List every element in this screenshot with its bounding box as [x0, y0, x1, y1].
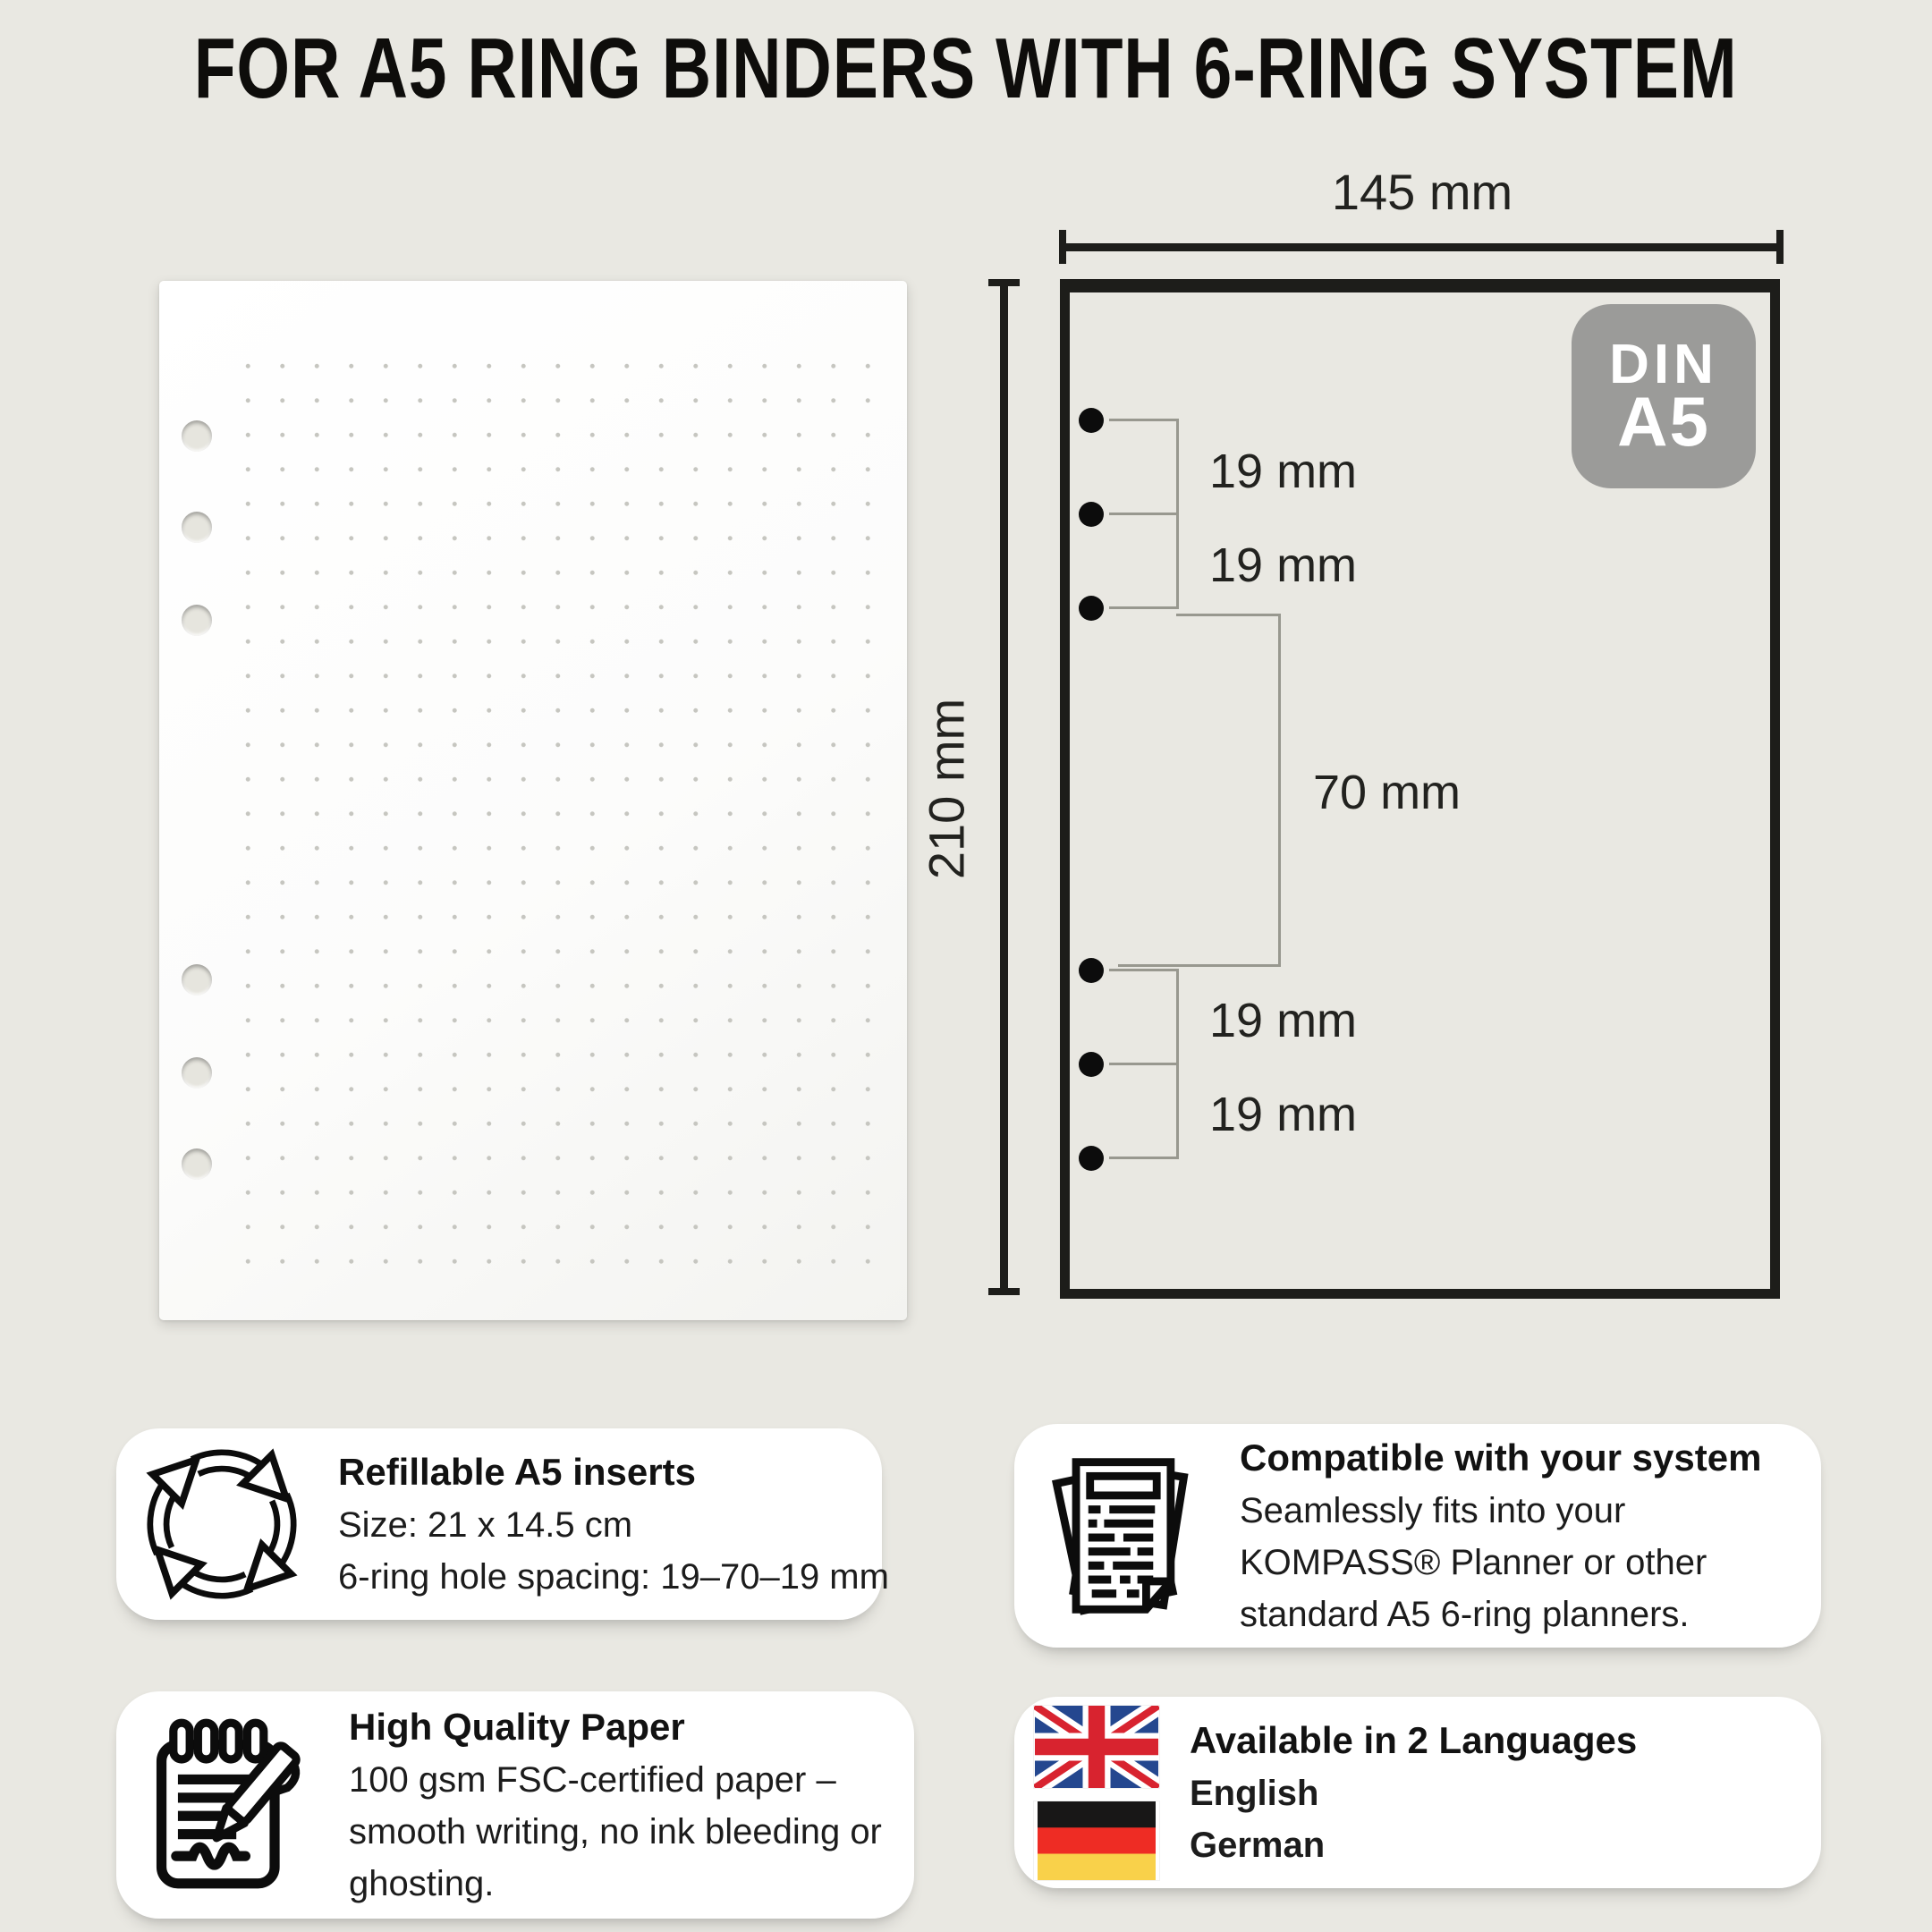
badge-line-din: DIN	[1609, 333, 1718, 395]
card-line: 6-ring hole spacing: 19–70–19 mm	[338, 1557, 889, 1597]
notepad-icon	[136, 1714, 318, 1896]
bracket-line	[1118, 964, 1281, 967]
page-title-text: FOR A5 RING BINDERS WITH 6-RING SYSTEM	[194, 21, 1738, 116]
language-flags	[1034, 1706, 1159, 1880]
page-title	[0, 20, 1932, 118]
punch-hole	[182, 1057, 212, 1089]
card-high-quality-paper	[116, 1691, 914, 1919]
card-line: ghosting.	[349, 1864, 495, 1903]
recycle-icon	[136, 1438, 308, 1610]
card-compatible-system	[1014, 1424, 1821, 1648]
bracket-line	[1109, 513, 1179, 515]
card-line: Size: 21 x 14.5 cm	[338, 1505, 633, 1545]
punch-hole	[182, 1148, 212, 1180]
uk-flag-icon	[1034, 1706, 1159, 1788]
bracket-line	[1109, 1157, 1179, 1159]
diagram-hole	[1079, 502, 1104, 527]
card-available-languages	[1014, 1697, 1821, 1888]
punch-hole	[182, 964, 212, 996]
german-flag-icon	[1034, 1801, 1159, 1880]
bracket-line	[1109, 606, 1179, 609]
card-title: Refillable A5 inserts	[338, 1451, 696, 1493]
spacing-label-19-bot2: 19 mm	[1209, 1088, 1358, 1141]
card-refillable-inserts	[116, 1428, 889, 1620]
punch-hole	[182, 512, 212, 543]
spacing-label-19-bot1: 19 mm	[1209, 994, 1358, 1047]
punch-hole	[182, 605, 212, 636]
paper-sample-image	[159, 281, 907, 1320]
card-line: English	[1190, 1774, 1319, 1813]
height-dim-tick-top	[988, 279, 1020, 286]
bracket-line	[1176, 969, 1179, 1159]
bracket-line	[1109, 419, 1179, 421]
card-line: KOMPASS® Planner or other	[1240, 1543, 1707, 1582]
card-line: 100 gsm FSC-certified paper –	[349, 1760, 836, 1800]
card-line: Seamlessly fits into your	[1240, 1491, 1626, 1530]
spacing-label-70: 70 mm	[1313, 766, 1462, 819]
card-line: smooth writing, no ink bleeding or	[349, 1812, 882, 1852]
height-dimension-label: 210 mm	[918, 698, 975, 880]
card-line: German	[1190, 1826, 1326, 1865]
bracket-line	[1176, 614, 1281, 616]
diagram-hole	[1079, 1146, 1104, 1171]
card-title: High Quality Paper	[349, 1706, 685, 1748]
bracket-line	[1109, 969, 1179, 971]
card-title: Available in 2 Languages	[1190, 1719, 1638, 1761]
bracket-line	[1176, 419, 1179, 609]
dot-grid	[231, 349, 871, 1286]
diagram-hole	[1079, 596, 1104, 621]
diagram-hole	[1079, 958, 1104, 983]
width-dimension-line	[1062, 243, 1783, 251]
card-title: Compatible with your system	[1240, 1436, 1762, 1479]
bracket-line	[1278, 614, 1281, 967]
spacing-label-19-top1: 19 mm	[1209, 445, 1358, 498]
width-dim-tick-left	[1059, 230, 1066, 264]
spacing-label-19-top2: 19 mm	[1209, 538, 1358, 592]
width-dimension-label: 145 mm	[1331, 164, 1513, 220]
height-dimension-line	[1000, 283, 1008, 1293]
card-line: standard A5 6-ring planners.	[1240, 1595, 1690, 1634]
diagram-hole	[1079, 1052, 1104, 1077]
paper-stack-icon	[1034, 1448, 1209, 1623]
din-a5-badge	[1572, 304, 1756, 488]
punch-hole	[182, 420, 212, 452]
diagram-hole	[1079, 408, 1104, 433]
bracket-line	[1109, 1063, 1179, 1065]
height-dim-tick-bottom	[988, 1288, 1020, 1295]
width-dim-tick-right	[1776, 230, 1784, 264]
badge-line-a5: A5	[1617, 381, 1710, 461]
